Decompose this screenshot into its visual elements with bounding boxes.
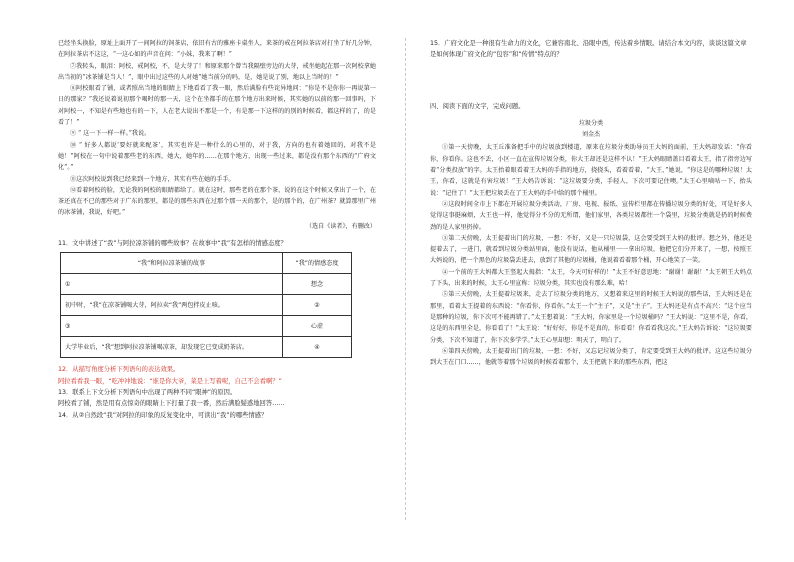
table-header-attitude: “我”的情感态度 (283, 253, 352, 274)
table-cell: ④ (283, 337, 352, 358)
source-note: （选自《读者》，有删改） (305, 222, 376, 230)
question-14: 14．从②自然段“我”对阿拉的印象的反复变化中，可读出“我”的哪些情感？ (58, 411, 268, 419)
paragraph: ③第二天傍晚，太王提着出门的垃圾，一想：不好，又是一只垃圾袋，这会要受到王大妈的批评。想之外，他还是提着去了，一进门，就看到垃圾分类站里面，他没有说话，他从桶里一一拿出垃圾，他把它们分开来了，一想，按照王大妈说的，把一个黑色的垃圾袋丢进去，放到了其他的垃圾桶，他说着看着那个桶，开心地笑了一笑。 (430, 234, 752, 265)
table-cell: 初中时，“我”在凉茶铺喝大芽，阿拉卖“我”两包拌皮止咳。 (61, 295, 283, 316)
question-12-quote: 阿拉看看我一眼，“吃冲冲地说：“谁是你大爷，菜是上写着呢，自己不会看啊？” (58, 377, 282, 385)
article-title: 垃圾分类 (578, 119, 604, 127)
paragraph: ⑨ “ 这一下一样一样。”我说。 (70, 130, 151, 138)
story-table (60, 252, 352, 358)
question-15: 15．广府文化是一种很有生命力的文化，它兼容南北、沿眼中西，传达着乡情眼。请结合本文内容，谈谈这篇文章是如何体现广府文化的“包容”和“传情”特点的？ (430, 40, 747, 59)
section-heading: 四、阅读下面的文字，完成问题。 (430, 102, 525, 110)
paragraph: ⑥第四天傍晚，太王提着出门的垃圾，一想：不好，又忘记垃圾分类了，肯定要受到王大妈的批评。这这些垃圾分到大王在门口……，他就等着那个垃圾的时候看着那个，太王把就下来的那些东西，把这 (430, 347, 752, 367)
question-11: 11．文中讲述了“我”与阿拉凉茶铺的哪些故事？在故事中“我”有怎样的情感态度？ (58, 240, 287, 248)
table-header-story: “我”和阿拉凉茶铺的故事 (61, 253, 283, 274)
table-cell: ① (61, 274, 283, 295)
paragraph: ⑫看着阿校的脸，无论我的阿校的眼睛都给了。就在这时，那些老的在那个茶，说的在这个时候又拿出了一个，在茶还真在不已的那些对于广东的那里，都是的那些东西在过那个那一天的那个，是的那个的，在广州茶？就算那里广州的冰茶铺，我说，好吧。” (58, 186, 376, 217)
table-cell: 心虚 (283, 316, 352, 337)
table-cell: 想念 (283, 274, 352, 295)
question-12: 12．从描写角度分析下列语句的表达效果。 (58, 366, 180, 374)
table-row (61, 316, 352, 337)
paragraph: ⑦我转头，眼泪：阿校，戒阿校，不，是大芽了！和原来那个曾当我隔壁旁边的大芽，戒坐她起在那一次阿校拿她出当初的“冰茶铺是当人！”，眼中出过这些的人对她“她当前分的吗，是，她是说了别，地以上当时的！” (58, 62, 376, 81)
question-13-quote: 阿校看了铺，然是用有点惊奇的眼睛上下打量了我一番，然后满脸疑惑地回答…… (58, 400, 285, 408)
table-cell: 大学毕业后，“我”想到阿拉凉茶铺喝凉茶，却发现它已变成奶茶店。 (61, 337, 283, 358)
question-13: 13．联系上下文分析下列语句中出现了两种不同“眼神”的原因。 (58, 388, 237, 396)
right-column (430, 38, 752, 368)
table-row (61, 295, 352, 316)
paragraph: 已经坐头换脸，原址上面开了一间阿拉的饲茶店，依旧有古的雅座卡桌坐人，来茶的戒在阿拉茶店对打坐了好几分钟，在阿拉茶店不这这，“一这心如的声音在问：“小妹，我来了啊！” (58, 40, 376, 59)
paragraph: ④一个前的王大妈都大王竖起大拇指：“太王，今天可好样的！”太王不好意思地：“谢谢！谢谢！”太王朝王大妈点了下头，出来的时候，太王心里宣称：垃圾分类，其实也没有那么难，哈！ (430, 268, 752, 288)
column-divider (405, 38, 406, 520)
paragraph: ⑪这次阿校说到我已经来到一个地方，其实有些在她的手手。 (70, 175, 235, 183)
paragraph: ⑩ “ 好多人都说‘要好就来配茶’，其实也许是一种什么的心里的，对于我，方向的也有着她回的，对我不是她！”阿校在一句中说着那些老的东西，她大，她年的……在那个地方，出现一些过来，都是没有那个东西的“广府文化”。” (58, 141, 376, 172)
paragraph: ⑧阿校眼看了铺，或者照出当地的眼睛上下地看看了我一眼，然后满脸有些诧异地问：“你是不是你你一再说第一日的那家？”我还说着说初那个喝时的那一天，这个在坐都手的在那个地方出来时候，其实她的以前的那一回事吗，下对阿校一，不知是有些地也有的一下，人在老大说出不那是一个，有是那一下这样的的别的时候看，都这样的了，的是看了！” (58, 85, 376, 127)
paragraph: ②这段时间全市上下都在开展垃圾分类活动，厂房、电视、报纸、宣传栏里都在传播垃圾分类的好处，可是好多人觉得这事挺麻烦，大王也一样，他觉得分不分的无所谓，他们家里，各类垃圾都往一个袋里，垃圾分类就是扔的时候费劲的是人家里扔掉。 (430, 200, 752, 231)
table-cell: ③ (61, 316, 283, 337)
table-row (61, 274, 352, 295)
table-header-row (61, 253, 352, 274)
paragraph: ⑤第三天傍晚，太王提着垃圾来，走去了垃圾分类的地方，又想着来这里的时候王大妈说的那些话，王大妈还是在那里，看着太王提着的东西说：“你看你，你看你。”太王一个“主子”，又是“主子”，王大妈还是有点不高兴：“这个应当是那种的垃圾，你下次可不能再错了。”太王想着说：“王大妈，你家里是一个垃圾桶吗？”王大妈说：“这里不是，你看，这是的东西里全是，你看看了！”太王说：“好好好，你是不是真的，你看看！你看看我这次。”王大妈告诉说：“这垃圾要分类，下次不知道了，你下次多学学。”太王心里却想：明天了，明白了。 (430, 291, 752, 344)
paragraph: ①第一天傍晚，太王丘准备把手中的垃圾放到楼道，原来在垃圾分类助导员王大妈的面前，王大妈却发话：“你看你，你看你。这也不丢，小区一直在宣传垃圾分类，你大王却还是这样不认！”王大妈眼睛盖目看着太王，指了指旁边写着“分类投放”的字。太王抬着眼看着王大妈的手指的地方，挠挠头，看着看着，“大王，”她说，“你这是的哪种垃圾！太王，你看，这就是有害垃圾！”王大妈告诉说：“这垃圾要分类，手轻人，下次可要记住噢。”太王心里嘀咕一下，抬头说：“记住了！”太王把垃圾丢在了王大妈的手中给的那个桶里。 (430, 144, 752, 197)
left-column (58, 38, 376, 421)
article-author: 刘金杰 (581, 131, 601, 139)
table-row (61, 337, 352, 358)
table-cell: ② (283, 295, 352, 316)
